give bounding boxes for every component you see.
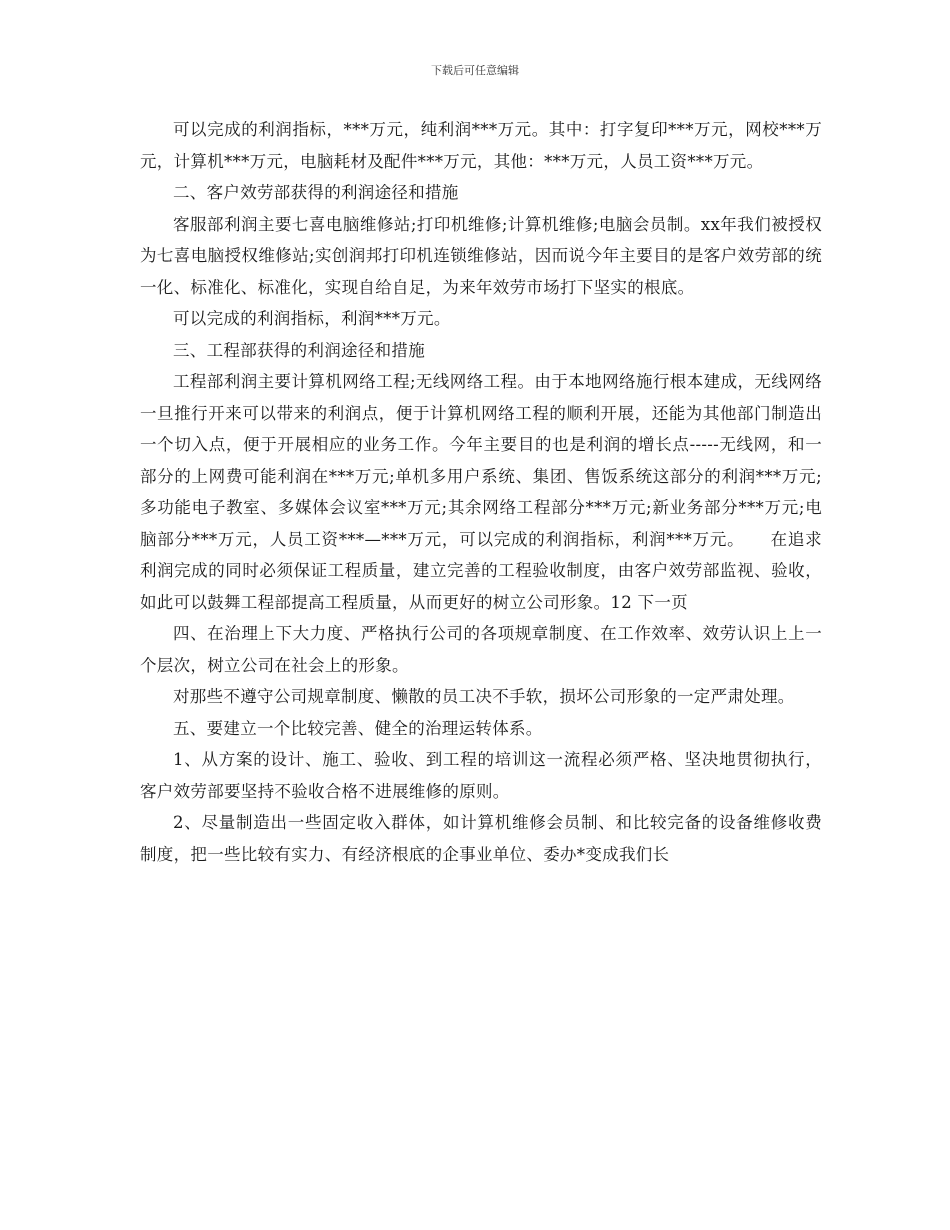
heading-section-5: 五、要建立一个比较完善、健全的治理运转体系。 [173, 718, 543, 738]
page-header: 下载后可任意编辑 [431, 64, 519, 77]
paragraph-item-2: 2、尽量制造出一些固定收入群体，如计算机维修会员制、和比较完备的设备维修收费制度，把一些比较有实力、有经济根底的企事业单位、委办*变成我们长 [140, 813, 822, 864]
paragraph-item-1: 1、从方案的设计、施工、验收、到工程的培训这一流程必须严格、坚决地贯彻执行，客户效劳部要坚持不验收合格不进展维修的原则。 [140, 750, 822, 801]
document-body [140, 114, 822, 870]
heading-section-3: 三、工程部获得的利润途径和措施 [173, 340, 425, 360]
paragraph-discipline: 对那些不遵守公司规章制度、懒散的员工决不手软，损坏公司形象的一定严肃处理。 [173, 687, 795, 706]
paragraph-service-dept: 客服部利润主要七喜电脑维修站;打印机维修;计算机维修;电脑会员制。xx年我们被授权为七喜电脑授权维修站;实创润邦打印机连锁维修站，因而说今年主要目的是客户效劳部的统一化、标准化、标准化，实现自给自足，为来年效劳市场打下坚实的根底。 [140, 214, 822, 297]
heading-section-2: 二、客户效劳部获得的利润途径和措施 [173, 183, 459, 202]
paragraph-engineering-dept: 工程部利润主要计算机网络工程;无线网络工程。由于本地网络施行根本建成，无线网络一旦推行开来可以带来的利润点，便于计算机网络工程的顺利开展，还能为其他部门制造出一个切入点，便于开展相应的业务工作。今年主要目的也是利润的增长点-----无线网，和一部分的上网费可能利润在***万元;单机多用户系统、集团、售饭系统这部分的利润***万元;多功能电子教室、多媒体会议室***万元;其余网络工程部分***万元;新业务部分***万元;电脑部分***万元，人员工资***—***万元，可以完成的利润指标，利润***万元。 在追求利润完成的同时必须保证工程质量，建立完善的工程验收制度，由客户效劳部监视、验收，如此可以鼓舞工程部提高工程质量，从而更好的树立公司形象。12 下一页 [140, 372, 822, 612]
paragraph-service-profit: 可以完成的利润指标，利润***万元。 [173, 309, 451, 328]
heading-section-4: 四、在治理上下大力度、严格执行公司的各项规章制度、在工作效率、效劳认识上上一个层次，树立公司在社会上的形象。 [140, 624, 822, 675]
paragraph-profit-targets: 可以完成的利润指标，***万元，纯利润***万元。其中：打字复印***万元，网校***万元，计算机***万元，电脑耗材及配件***万元，其他：***万元，人员工资***万元。 [140, 120, 822, 171]
